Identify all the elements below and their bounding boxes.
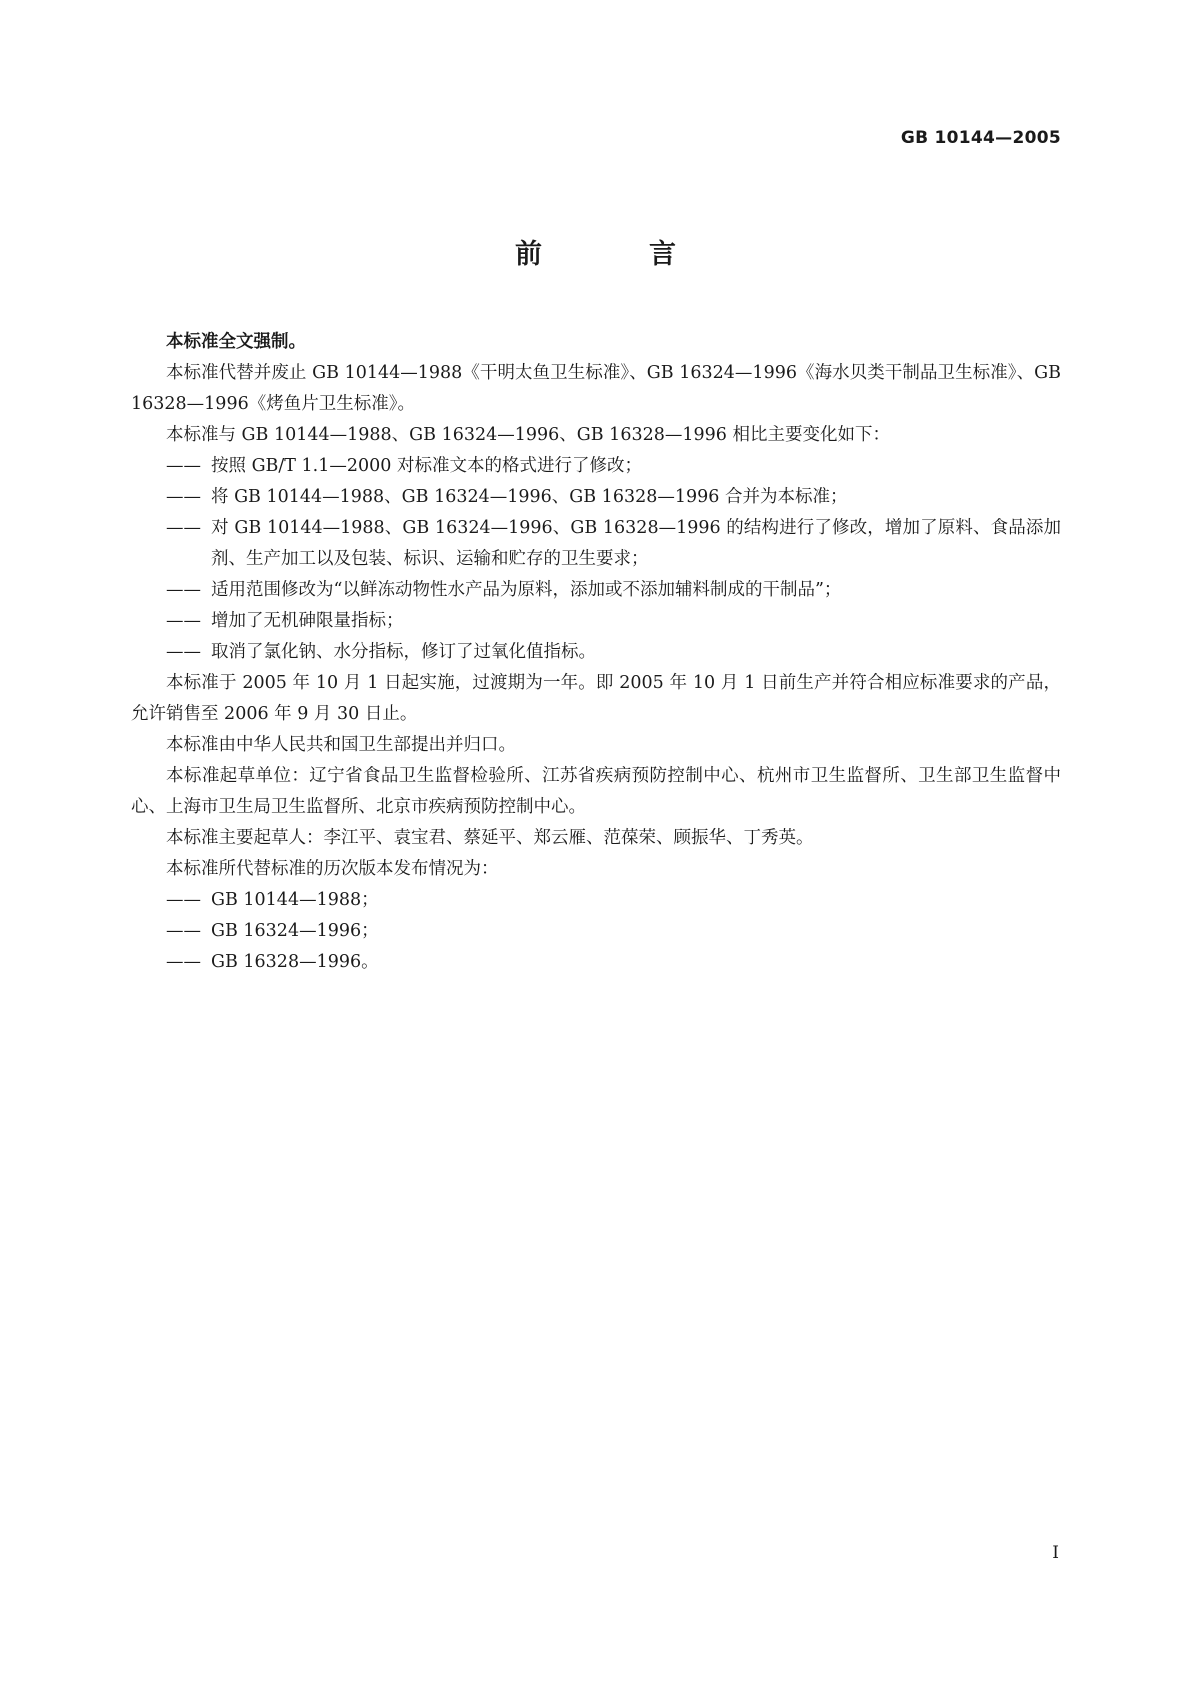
change-item-text: 按照 GB/T 1.1—2000 对标准文本的格式进行了修改； xyxy=(211,456,642,476)
change-item xyxy=(131,451,1061,482)
previous-versions-intro: 本标准所代替标准的历次版本发布情况为： xyxy=(166,859,499,879)
change-item-text: 取消了氯化钠、水分指标，修订了过氧化值指标。 xyxy=(211,642,596,662)
implementation-paragraph: 本标准于 2005 年 10 月 1 日起实施，过渡期为一年。即 2005 年 10 月 1 日前生产并符合相应标准要求的产品，允许销售至 2006 年 9 月 30 日止。 xyxy=(131,673,1061,724)
dash-mark: —— xyxy=(166,456,201,476)
page-number: I xyxy=(1052,1543,1059,1563)
dash-mark: —— xyxy=(166,921,201,941)
change-item xyxy=(131,637,1061,668)
previous-version-item xyxy=(131,916,1061,947)
mandatory-statement: 本标准全文强制。 xyxy=(166,332,306,352)
change-item-text: 将 GB 10144—1988、GB 16324—1996、GB 16328—1996 合并为本标准； xyxy=(211,487,848,507)
drafting-units-paragraph: 本标准起草单位：辽宁省食品卫生监督检验所、江苏省疾病预防控制中心、杭州市卫生监督所、卫生部卫生监督中心、上海市卫生局卫生监督所、北京市疾病预防控制中心。 xyxy=(131,766,1061,817)
previous-version-text: GB 16328—1996。 xyxy=(211,952,379,972)
change-item-text: 对 GB 10144—1988、GB 16324—1996、GB 16328—1996 的结构进行了修改，增加了原料、食品添加剂、生产加工以及包装、标识、运输和贮存的卫生要求； xyxy=(211,518,1061,569)
changes-intro: 本标准与 GB 10144—1988、GB 16324—1996、GB 16328—1996 相比主要变化如下： xyxy=(166,425,890,445)
previous-version-item xyxy=(131,947,1061,978)
dash-mark: —— xyxy=(166,518,201,538)
change-item-text: 增加了无机砷限量指标； xyxy=(211,611,404,631)
proposer-paragraph: 本标准由中华人民共和国卫生部提出并归口。 xyxy=(166,735,516,755)
dash-mark: —— xyxy=(166,580,201,600)
dash-mark: —— xyxy=(166,487,201,507)
previous-version-item xyxy=(131,885,1061,916)
change-item-text: 适用范围修改为“以鲜冻动物性水产品为原料，添加或不添加辅料制成的干制品”； xyxy=(211,580,842,600)
previous-version-text: GB 16324—1996； xyxy=(211,921,379,941)
change-item xyxy=(131,513,1061,575)
change-item xyxy=(131,575,1061,606)
page-title: 前 言 xyxy=(515,239,716,270)
document-body xyxy=(131,327,1061,978)
dash-mark: —— xyxy=(166,952,201,972)
change-item xyxy=(131,482,1061,513)
previous-version-text: GB 10144—1988； xyxy=(211,890,379,910)
dash-mark: —— xyxy=(166,890,201,910)
dash-mark: —— xyxy=(166,611,201,631)
change-item xyxy=(131,606,1061,637)
drafters-paragraph: 本标准主要起草人：李江平、袁宝君、蔡延平、郑云雁、范葆荣、顾振华、丁秀英。 xyxy=(166,828,814,848)
replacement-paragraph: 本标准代替并废止 GB 10144—1988《干明太鱼卫生标准》、GB 16324—1996《海水贝类干制品卫生标准》、GB 16328—1996《烤鱼片卫生标准》。 xyxy=(131,363,1061,414)
standard-code: GB 10144—2005 xyxy=(900,128,1061,148)
dash-mark: —— xyxy=(166,642,201,662)
